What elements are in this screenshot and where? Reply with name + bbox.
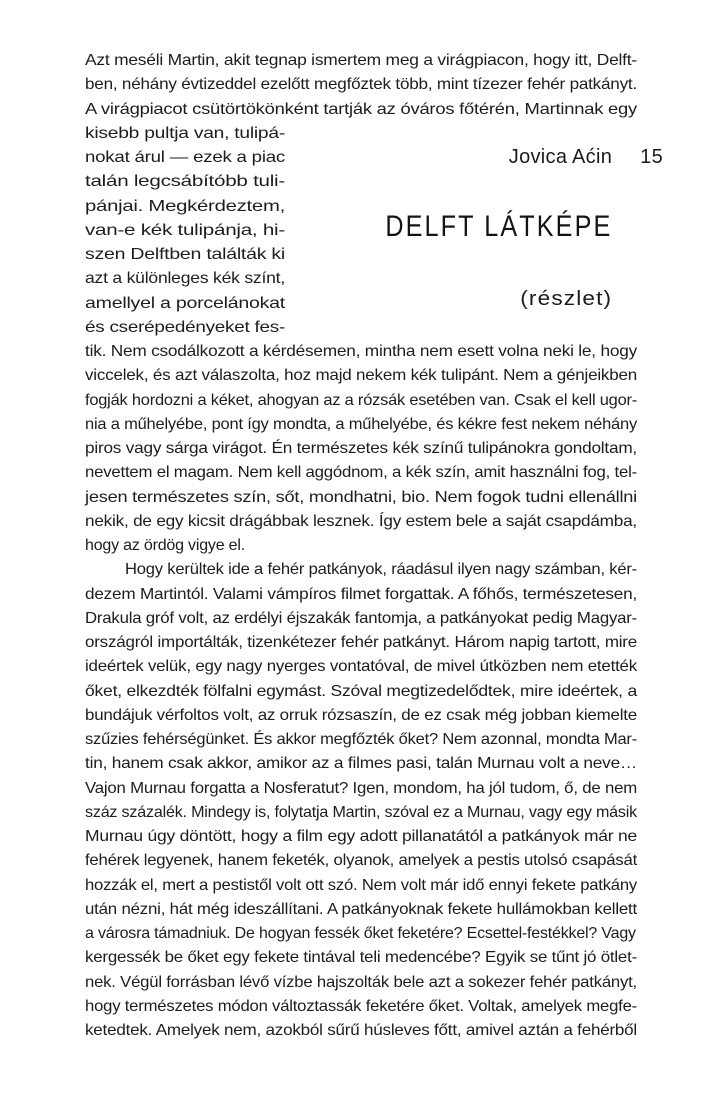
text-line: Vajon Murnau forgatta a Nosferatut? Igen, mondom, ha jól tudom, ő, de nem — [85, 779, 637, 797]
text-line: hogy természetes módon változtassák feketére őket. Voltak, amelyek megfe- — [85, 997, 637, 1015]
text-line: tin, hanem csak akkor, amikor az a filmes pasi, talán Murnau volt a neve… — [85, 755, 637, 773]
article-title-text: DELFT LÁTKÉPE — [385, 210, 612, 243]
author-name: Jovica Aćin — [508, 146, 613, 168]
text-line: jesen természetes szín, sőt, mondhatni, bio. Nem fogok tudni ellenállni — [85, 488, 637, 506]
body-text — [85, 49, 637, 1043]
text-line: szűzies fehérségünket. És akkor megfőzték őket? Nem azonnal, mondta Mar- — [85, 731, 637, 748]
text-line: A virágpiacot csütörtökönként tartják az óváros főtérén, Martinnak egy — [85, 100, 637, 118]
text-line: Murnau úgy döntött, hogy a film egy adott pillanatától a patkányok már ne — [85, 828, 637, 845]
text-line: nekik, de egy kicsit drágábbak lesznek. Így estem bele a saját csapdámba, — [85, 512, 637, 530]
text-line: nevettem el magam. Nem kell aggódnom, a kék szín, amit használni fog, tel- — [85, 464, 637, 482]
text-line: fogják hordozni a kéket, ahogyan az a rózsák esetében van. Csak el kell ugor- — [85, 391, 637, 409]
text-line: nia a műhelyébe, pont így mondta, a műhelyébe, és kékre fest nekem néhány — [85, 415, 637, 433]
text-line: ideértek velük, egy nagy nyerges vontatóval, de mivel útközben nem etették — [85, 658, 637, 676]
text-line: országról importálták, tizenkétezer fehér patkányt. Három napig tartott, mire — [85, 634, 637, 651]
text-line: tik. Nem csodálkozott a kérdésemen, mintha nem esett volna neki le, hogy — [85, 343, 637, 360]
text-line: száz százalék. Mindegy is, folytatja Martin, szóval ez a Murnau, vagy egy másik — [85, 803, 637, 821]
text-line: kergessék be őket egy fekete tintával teli medencébe? Egyik se tűnt jó ötlet- — [85, 949, 637, 967]
article-subtitle-text: (részlet) — [520, 288, 612, 310]
text-line: Azt meséli Martin, akit tegnap ismertem meg a virágpiacon, hogy itt, Delft- — [85, 52, 637, 69]
text-line: őket, elkezdték fölfalni egymást. Szóval megtizedelődtek, mire ideértek, a — [85, 682, 637, 700]
text-line: kisebb pultja van, tulipá- — [85, 124, 285, 142]
text-line: Hogy kerültek ide a fehér patkányok, ráadásul ilyen nagy számban, kér- — [125, 561, 637, 579]
text-line: van-e kék tulipánja, hi- — [85, 221, 285, 239]
text-line: fehérek legyenek, hanem feketék, olyanok, amelyek a pestis utolsó csapását — [85, 852, 637, 870]
text-line: nek. Végül forrásban lévő vízbe hajszolták bele azt a sokezer fehér patkányt, — [85, 973, 637, 991]
text-line: Drakula gróf volt, az erdélyi éjszakák fantomja, a patkányokat pedig Magyar- — [85, 609, 637, 627]
text-line: és cserépedényeket fes- — [85, 318, 285, 336]
text-line: bundájuk vérfoltos volt, az orruk rózsaszín, de ez csak még jobban kiemelte — [85, 706, 637, 724]
text-line: ketedtek. Amelyek nem, azokból sűrű húsleves főtt, amivel aztán a fehérből — [85, 1022, 637, 1039]
text-line: szen Delftben találták ki — [85, 246, 285, 263]
text-line: után nézni, hát még ideszállítani. A patkányoknak fekete hullámokban kellett — [85, 900, 637, 918]
text-line: amellyel a porcelánokat — [85, 294, 285, 312]
text-line: pánjai. Megkérdeztem, — [85, 197, 285, 215]
text-line: nokat árul — ezek a piac — [85, 149, 285, 166]
text-line: hogy az ördög vigye el. — [85, 537, 245, 554]
text-line: viccelek, és azt válaszolta, hoz majd nekem kék tulipánt. Nem a génjeikben — [85, 367, 637, 385]
text-line: ben, néhány évtizeddel ezelőtt megfőztek több, mint tízezer fehér patkányt. — [85, 76, 637, 94]
text-line: hozzák el, mert a pestistől volt ott szó. Nem volt már idő ennyi fekete patkány — [85, 876, 637, 894]
text-line: piros vagy sárga virágot. Én természetes kék színű tulipánokra gondoltam, — [85, 440, 637, 457]
page-number: 15 — [640, 146, 663, 168]
text-line: talán legcsábítóbb tuli- — [85, 173, 285, 191]
text-line: dezem Martintól. Valami vámpíros filmet forgattak. A főhős, természetesen, — [85, 585, 637, 603]
text-line: a városra támadniuk. De hogyan fessék őket feketére? Ecsettel-festékkel? Vagy — [85, 925, 636, 942]
text-line: azt a különleges kék színt, — [85, 270, 285, 288]
